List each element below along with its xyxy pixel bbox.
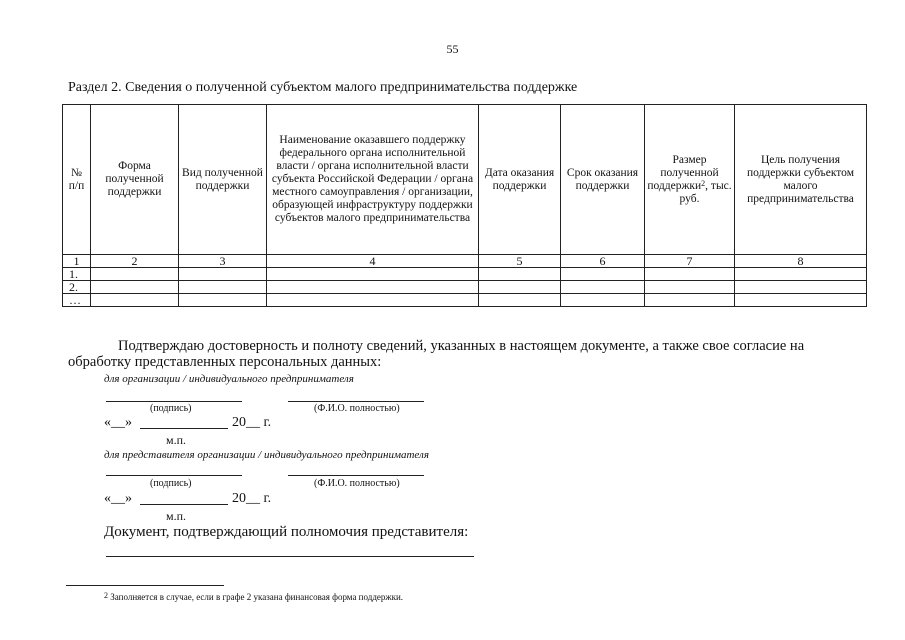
colnum: 1: [63, 255, 91, 268]
table-cell[interactable]: [645, 268, 735, 281]
footnote-divider: [66, 585, 224, 586]
table-cell[interactable]: [561, 281, 645, 294]
stamp-label: м.п.: [166, 433, 187, 447]
rep-fio-line[interactable]: [288, 475, 424, 476]
page-number: 55: [446, 42, 459, 56]
rep-date-day: «__»: [104, 491, 132, 506]
doc-line[interactable]: [106, 556, 474, 557]
table-cell[interactable]: [479, 294, 561, 307]
confirmation-text-body: Подтверждаю достоверность и полноту сведений, указанных в настоящем документе, а также свое согласие на обработку представленных персональных данных:: [68, 338, 805, 370]
rep-fio-label: (Ф.И.О. полностью): [314, 478, 400, 489]
colnum: 7: [645, 255, 735, 268]
colnum: 6: [561, 255, 645, 268]
table-cell[interactable]: [267, 268, 479, 281]
table-cell[interactable]: [735, 281, 867, 294]
table-cell[interactable]: [91, 294, 179, 307]
colnum: 2: [91, 255, 179, 268]
table-cell[interactable]: [735, 268, 867, 281]
table-cell[interactable]: [267, 294, 479, 307]
table-row: [63, 281, 867, 294]
table-cell[interactable]: [479, 268, 561, 281]
table-row: [63, 294, 867, 307]
table-cell[interactable]: [735, 294, 867, 307]
header-size: [645, 105, 735, 255]
section-title: Раздел 2. Сведения о полученной субъектом малого предпринимательства поддержке: [68, 80, 578, 95]
rep-date-month-line[interactable]: [140, 504, 228, 505]
colnum: 3: [179, 255, 267, 268]
table-cell[interactable]: [179, 281, 267, 294]
org-label: для организации / индивидуального предпринимателя: [104, 373, 354, 385]
column-numbers-row: [63, 255, 867, 268]
support-table: [62, 104, 867, 307]
colnum: 5: [479, 255, 561, 268]
header-term: Срок оказания поддержки: [561, 105, 645, 255]
colnum: 8: [735, 255, 867, 268]
table-cell[interactable]: [179, 294, 267, 307]
colnum: 4: [267, 255, 479, 268]
rep-signature-label: (подпись): [150, 478, 192, 489]
table-cell[interactable]: [645, 294, 735, 307]
table-cell[interactable]: [561, 268, 645, 281]
header-number: № п/п: [63, 105, 91, 255]
header-provider: Наименование оказавшего поддержку федерального органа исполнительной власти / органа исполнительной власти субъекта Российской Федерации / органа местного самоуправления / организации, образующей инфраструктуру поддержки субъектов малого предпринимательства: [267, 105, 479, 255]
header-purpose: Цель получения поддержки субъектом малого предпринимательства: [735, 105, 867, 255]
footnote-ref: 2: [701, 178, 706, 188]
rep-date-year: 20__ г.: [232, 491, 272, 506]
header-size-suffix: , тыс. руб.: [679, 179, 732, 205]
signature-label: (подпись): [150, 403, 192, 414]
table-cell[interactable]: [179, 268, 267, 281]
table-row: [63, 268, 867, 281]
date-month-line[interactable]: [140, 428, 228, 429]
table-cell[interactable]: [645, 281, 735, 294]
row-number: …: [63, 294, 91, 307]
fio-line[interactable]: [288, 401, 424, 402]
rep-label: для представителя организации / индивидуального предпринимателя: [104, 449, 429, 461]
header-size-label: Размер полученной поддержки: [647, 153, 719, 192]
footnote-text: Заполняется в случае, если в графе 2 указана финансовая форма поддержки.: [110, 592, 404, 602]
table-cell[interactable]: [267, 281, 479, 294]
table-cell[interactable]: [91, 281, 179, 294]
header-form: Форма полученной поддержки: [91, 105, 179, 255]
header-date: Дата оказания поддержки: [479, 105, 561, 255]
table-cell[interactable]: [479, 281, 561, 294]
row-number: 1.: [63, 268, 91, 281]
table-cell[interactable]: [91, 268, 179, 281]
signature-line[interactable]: [106, 401, 242, 402]
footnote: [104, 592, 403, 602]
footnote-marker: 2: [104, 591, 108, 600]
doc-label: Документ, подтверждающий полномочия представителя:: [104, 524, 469, 540]
row-number: 2.: [63, 281, 91, 294]
table-header-row: [63, 105, 867, 255]
header-type: Вид полученной поддержки: [179, 105, 267, 255]
date-year: 20__ г.: [232, 415, 272, 430]
date-day: «__»: [104, 415, 132, 430]
fio-label: (Ф.И.О. полностью): [314, 403, 400, 414]
table-cell[interactable]: [561, 294, 645, 307]
rep-stamp-label: м.п.: [166, 509, 187, 523]
rep-signature-line[interactable]: [106, 475, 242, 476]
confirmation-text: [68, 338, 838, 370]
